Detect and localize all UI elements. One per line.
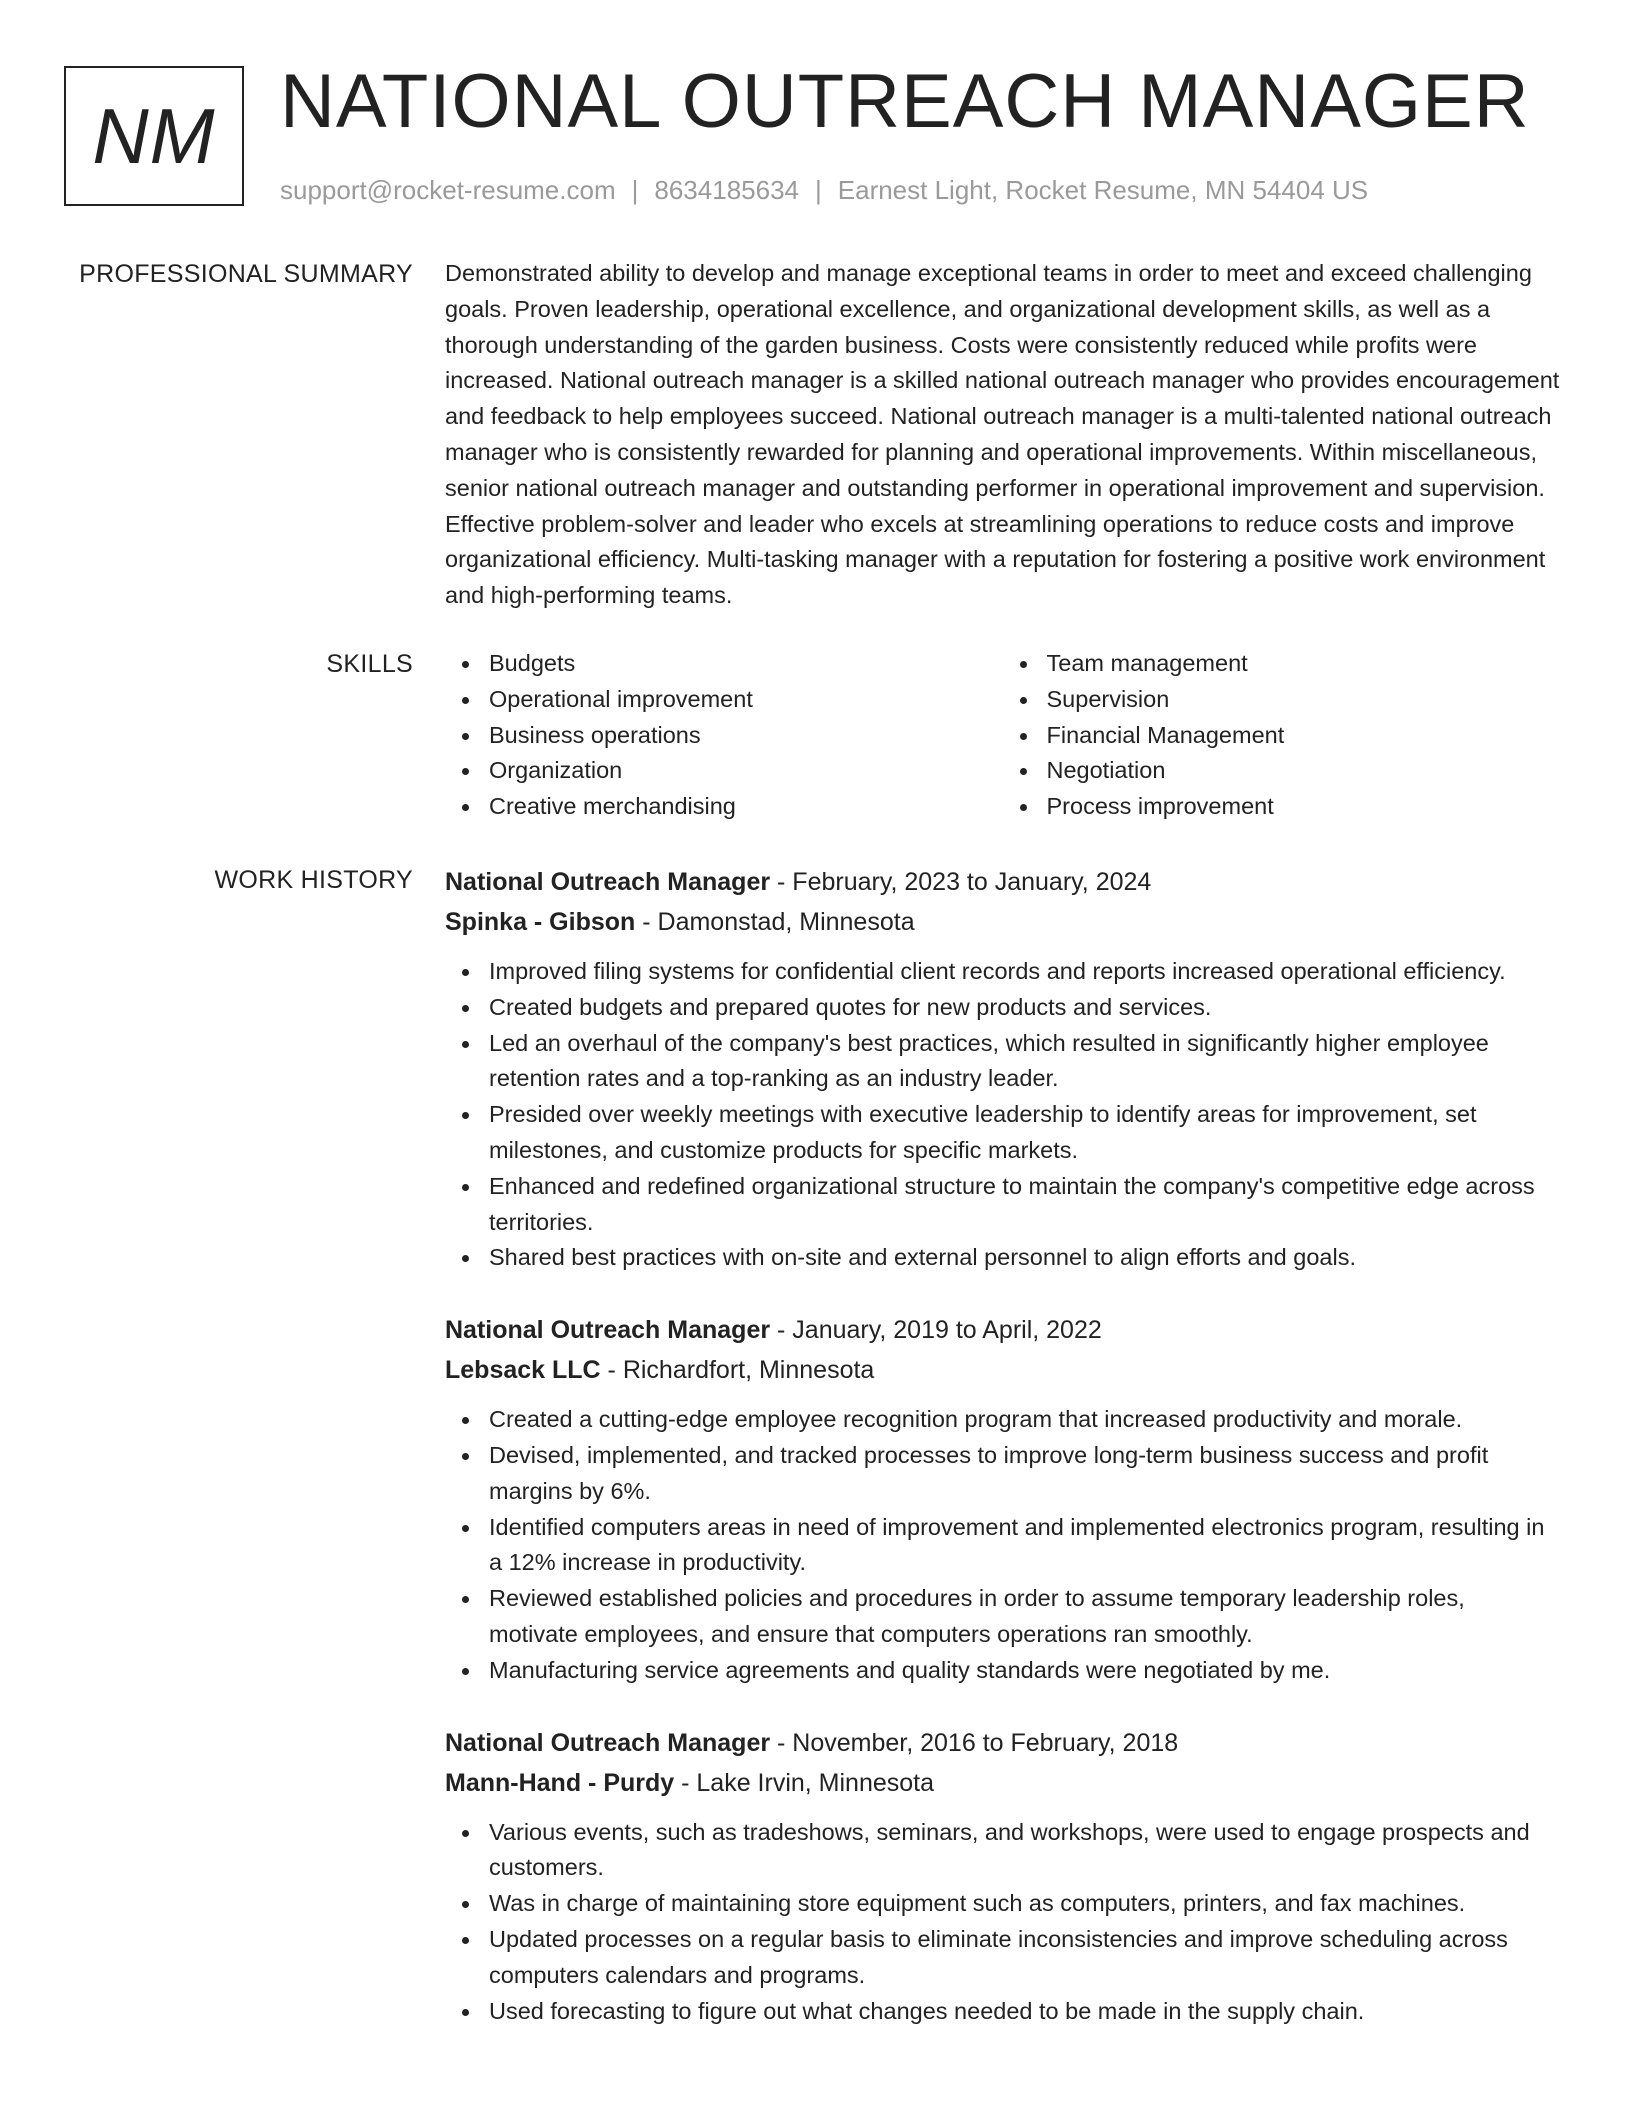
job-company-line xyxy=(445,1350,1560,1390)
skills-list-left xyxy=(445,646,1003,825)
job-dates: - November, 2016 to February, 2018 xyxy=(770,1728,1179,1757)
job-bullet: Was in charge of maintaining store equipment such as computers, printers, and fax machines. xyxy=(489,1886,1560,1922)
work-history-heading: WORK HISTORY xyxy=(214,866,413,894)
skill-item: Financial Management xyxy=(1047,718,1561,754)
contact-email: support@rocket-resume.com xyxy=(280,175,616,205)
job-bullet: Created a cutting-edge employee recognition program that increased productivity and morale. xyxy=(489,1402,1560,1438)
job-bullet: Led an overhaul of the company's best practices, which resulted in significantly higher employee retention rates and a top-ranking as an industry leader. xyxy=(489,1026,1560,1098)
job-bullet: Devised, implemented, and tracked processes to improve long-term business success and profit margins by 6%. xyxy=(489,1438,1560,1510)
job-entry xyxy=(445,1310,1560,1688)
skills-body xyxy=(445,646,1560,825)
job-bullet: Reviewed established policies and procedures in order to assume temporary leadership roles, motivate employees, and ensure that computers operations ran smoothly. xyxy=(489,1581,1560,1653)
job-entry xyxy=(445,1723,1560,2030)
job-title-line xyxy=(445,862,1560,902)
contact-address: Earnest Light, Rocket Resume, MN 54404 US xyxy=(837,175,1369,205)
contact-line xyxy=(280,172,1368,208)
summary-body xyxy=(445,256,1560,614)
job-bullet: Various events, such as tradeshows, seminars, and workshops, were used to engage prospects and customers. xyxy=(489,1815,1560,1887)
skill-item: Supervision xyxy=(1047,682,1561,718)
job-bullet: Improved filing systems for confidential client records and reports increased operational efficiency. xyxy=(489,954,1560,990)
skill-item: Creative merchandising xyxy=(489,789,1003,825)
job-title-line xyxy=(445,1310,1560,1350)
skills-list-right xyxy=(1003,646,1561,825)
monogram-logo: NM xyxy=(64,66,244,206)
page-title: NATIONAL OUTREACH MANAGER xyxy=(280,59,1530,144)
job-bullet: Used forecasting to figure out what changes needed to be made in the supply chain. xyxy=(489,1994,1560,2030)
job-location: - Richardfort, Minnesota xyxy=(600,1356,875,1385)
skill-item: Operational improvement xyxy=(489,682,1003,718)
job-bullet: Updated processes on a regular basis to eliminate inconsistencies and improve scheduling across computers calendars and programs. xyxy=(489,1922,1560,1994)
job-bullet: Shared best practices with on-site and external personnel to align efforts and goals. xyxy=(489,1240,1560,1276)
job-title: National Outreach Manager xyxy=(445,868,771,896)
job-location: - Damonstad, Minnesota xyxy=(635,908,915,936)
summary-text: Demonstrated ability to develop and manage exceptional teams in order to meet and exceed challenging goals. Proven leadership, operational excellence, and organizational development skills, as well as a thorough understanding of the garden business. Costs were consistently reduced while profits were increased. National outreach manager is a skilled national outreach manager who provides encouragement and feedback to help employees succeed. National outreach manager is a multi-talented national outreach manager who is consistently rewarded for planning and operational improvements. Within miscellaneous, senior national outreach manager and outstanding performer in operational improvement and supervision. Effective problem-solver and leader who excels at streamlining operations to reduce costs and improve organizational efficiency. Multi-tasking manager with a reputation for fostering a positive work environment and high-performing teams. xyxy=(445,260,1560,609)
job-company-line xyxy=(445,902,1560,942)
job-bullet: Manufacturing service agreements and quality standards were negotiated by me. xyxy=(489,1653,1560,1689)
job-title: National Outreach Manager xyxy=(445,1728,771,1757)
job-title-line xyxy=(445,1723,1560,1763)
work-history-body xyxy=(445,862,1560,2063)
job-bullets xyxy=(445,1815,1560,2030)
job-bullet: Enhanced and redefined organizational structure to maintain the company's competitive edge across territories. xyxy=(489,1169,1560,1241)
summary-heading: PROFESSIONAL SUMMARY xyxy=(79,260,413,288)
job-dates: - February, 2023 to January, 2024 xyxy=(770,868,1152,896)
skill-item: Budgets xyxy=(489,646,1003,682)
job-location: - Lake Irvin, Minnesota xyxy=(674,1768,935,1797)
skill-item: Negotiation xyxy=(1047,753,1561,789)
job-company: Spinka - Gibson xyxy=(445,908,636,936)
skills-heading: SKILLS xyxy=(326,650,413,678)
skill-item: Business operations xyxy=(489,718,1003,754)
skill-item: Process improvement xyxy=(1047,789,1561,825)
contact-separator: | xyxy=(815,175,822,205)
job-entry xyxy=(445,862,1560,1276)
job-bullets xyxy=(445,954,1560,1276)
job-dates: - January, 2019 to April, 2022 xyxy=(770,1316,1102,1345)
job-bullet: Presided over weekly meetings with executive leadership to identify areas for improvement, set milestones, and customize products for specific markets. xyxy=(489,1097,1560,1169)
job-bullets xyxy=(445,1402,1560,1688)
skill-item: Team management xyxy=(1047,646,1561,682)
skill-item: Organization xyxy=(489,753,1003,789)
job-company-line xyxy=(445,1763,1560,1803)
job-company: Lebsack LLC xyxy=(445,1356,601,1385)
job-company: Mann-Hand - Purdy xyxy=(445,1768,675,1797)
job-bullet: Created budgets and prepared quotes for new products and services. xyxy=(489,990,1560,1026)
contact-separator: | xyxy=(631,175,639,205)
job-title: National Outreach Manager xyxy=(445,1316,771,1345)
job-bullet: Identified computers areas in need of improvement and implemented electronics program, resulting in a 12% increase in productivity. xyxy=(489,1510,1560,1582)
contact-phone: 8634185634 xyxy=(654,175,799,205)
